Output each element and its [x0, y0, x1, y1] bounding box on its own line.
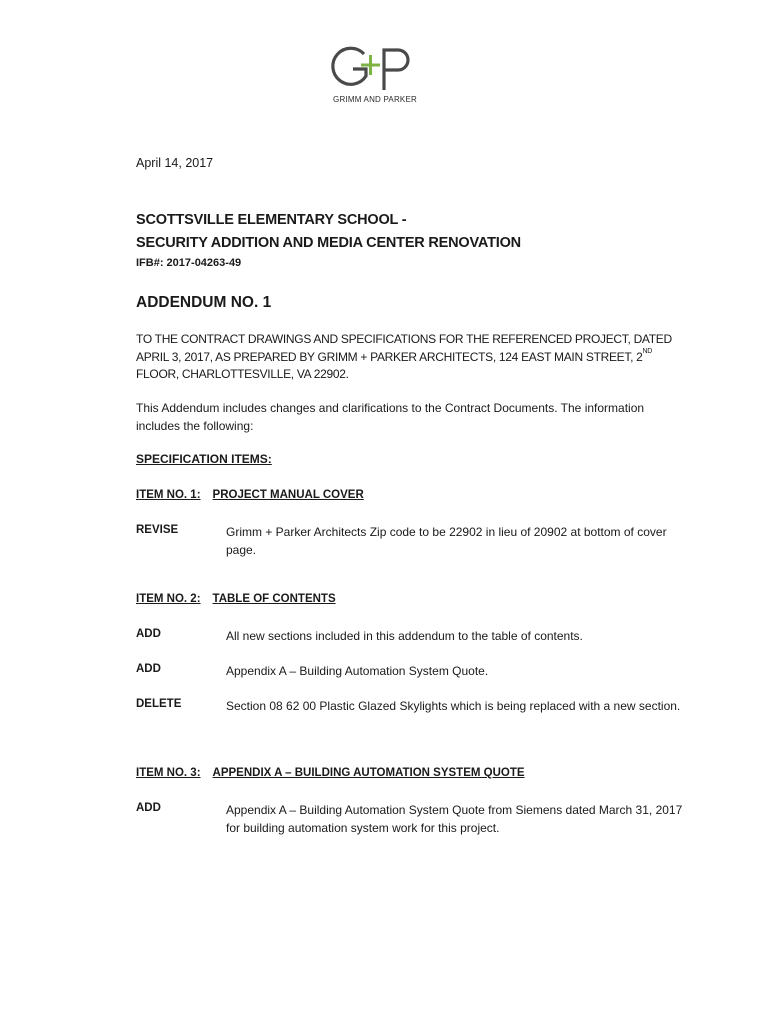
- item-2-title: TABLE OF CONTENTS: [212, 593, 336, 605]
- item-2-action-3-label: DELETE: [136, 698, 182, 710]
- item-1-heading: [136, 489, 364, 501]
- item-2-action-2-text: Appendix A – Building Automation System Quote.: [226, 664, 489, 678]
- item-2-action-3-text: Section 08 62 00 Plastic Glazed Skylights which is being replaced with a new section.: [226, 699, 681, 713]
- item-3-heading: [136, 767, 525, 779]
- item-2-action-1-label: ADD: [136, 628, 161, 640]
- item-2-heading: [136, 593, 336, 605]
- item-3-title: APPENDIX A – BUILDING AUTOMATION SYSTEM QUOTE: [212, 767, 525, 779]
- ifb-number: IFB#: 2017-04263-49: [136, 257, 242, 269]
- intro-superscript: ND: [642, 347, 653, 355]
- project-title-line-2: SECURITY ADDITION AND MEDIA CENTER RENOVATION: [136, 235, 521, 251]
- intro-text-part-1: TO THE CONTRACT DRAWINGS AND SPECIFICATIONS FOR THE REFERENCED PROJECT, DATED APRIL 3, 2017, AS PREPARED BY GRIMM + PARKER ARCHITECTS, 124 EAST MAIN STREET, 2: [136, 332, 672, 364]
- logo-text: GRIMM AND PARKER: [333, 95, 417, 104]
- includes-paragraph: This Addendum includes changes and clarifications to the Contract Documents. The information includes the following:: [136, 401, 645, 433]
- item-1-action-text: Grimm + Parker Architects Zip code to be 22902 in lieu of 20902 at bottom of cover page.: [226, 525, 667, 557]
- company-logo: [320, 42, 430, 108]
- item-2-action-1-text: All new sections included in this addendum to the table of contents.: [226, 629, 583, 643]
- intro-text-part-2: FLOOR, CHARLOTTESVILLE, VA 22902.: [136, 367, 349, 381]
- addendum-title: ADDENDUM NO. 1: [136, 294, 272, 311]
- item-3-action-label: ADD: [136, 802, 161, 814]
- item-1-action-label: REVISE: [136, 524, 179, 536]
- item-1-number: ITEM NO. 1:: [136, 489, 201, 501]
- item-1-title: PROJECT MANUAL COVER: [212, 489, 364, 501]
- item-2-number: ITEM NO. 2:: [136, 593, 201, 605]
- intro-paragraph: [136, 331, 676, 384]
- project-title-line-1: SCOTTSVILLE ELEMENTARY SCHOOL -: [136, 212, 407, 228]
- g-plus-p-logo-mark: [320, 42, 430, 94]
- item-3-action-text: Appendix A – Building Automation System Quote from Siemens dated March 31, 2017 for building automation system work for this project.: [226, 803, 683, 835]
- item-2-action-2-label: ADD: [136, 663, 161, 675]
- item-3-number: ITEM NO. 3:: [136, 767, 201, 779]
- specification-items-heading: SPECIFICATION ITEMS:: [136, 452, 272, 466]
- document-date: April 14, 2017: [136, 156, 214, 170]
